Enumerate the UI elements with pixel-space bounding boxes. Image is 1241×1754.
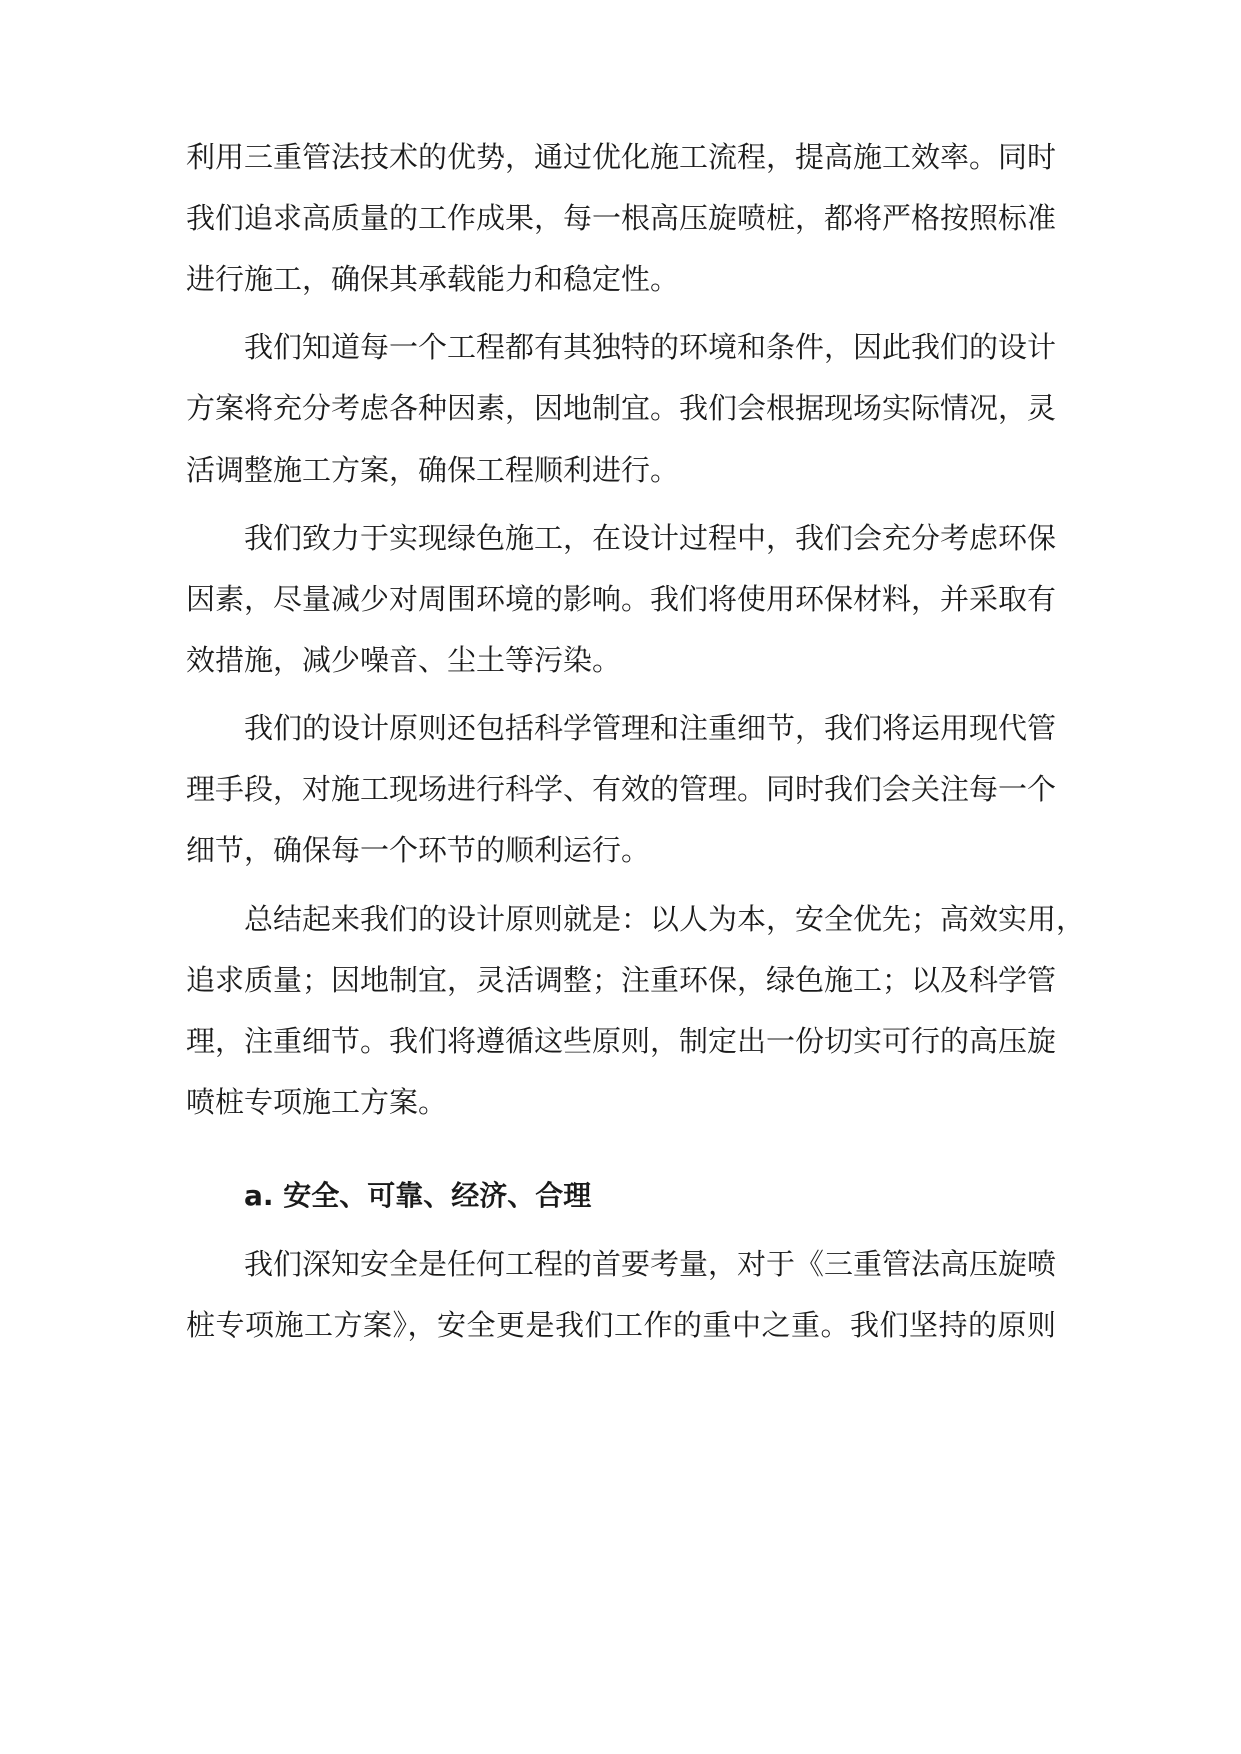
paragraph-1-line-1: 利用三重管法技术的优势，通过优化施工流程，提高施工效率。同时 bbox=[186, 140, 1057, 174]
paragraph-4-line-1: 我们的设计原则还包括科学管理和注重细节，我们将运用现代管 bbox=[244, 711, 1057, 745]
paragraph-6-line-2: 桩专项施工方案》，安全更是我们工作的重中之重。我们坚持的原则 bbox=[186, 1308, 1056, 1342]
paragraph-3-line-1: 我们致力于实现绿色施工，在设计过程中，我们会充分考虑环保 bbox=[244, 521, 1057, 555]
paragraph-5-line-4: 喷桩专项施工方案。 bbox=[186, 1085, 448, 1119]
paragraph-5-line-2: 追求质量；因地制宜，灵活调整；注重环保，绿色施工；以及科学管 bbox=[186, 963, 1057, 997]
section-heading: a. 安全、可靠、经济、合理 bbox=[244, 1179, 592, 1212]
paragraph-1-line-3: 进行施工，确保其承载能力和稳定性。 bbox=[186, 262, 680, 296]
paragraph-3-line-3: 效措施，减少噪音、尘土等污染。 bbox=[186, 643, 622, 677]
paragraph-4-line-3: 细节，确保每一个环节的顺利运行。 bbox=[186, 833, 651, 867]
paragraph-3-line-2: 因素，尽量减少对周围环境的影响。我们将使用环保材料，并采取有 bbox=[186, 582, 1057, 616]
paragraph-2-line-2: 方案将充分考虑各种因素，因地制宜。我们会根据现场实际情况，灵 bbox=[186, 391, 1057, 425]
paragraph-2-line-1: 我们知道每一个工程都有其独特的环境和条件，因此我们的设计 bbox=[244, 330, 1057, 364]
paragraph-5-line-1: 总结起来我们的设计原则就是：以人为本，安全优先；高效实用， bbox=[244, 902, 1086, 936]
paragraph-6-line-1: 我们深知安全是任何工程的首要考量，对于《三重管法高压旋喷 bbox=[244, 1247, 1057, 1281]
paragraph-2-line-3: 活调整施工方案，确保工程顺利进行。 bbox=[186, 453, 680, 487]
paragraph-1-line-2: 我们追求高质量的工作成果，每一根高压旋喷桩，都将严格按照标准 bbox=[186, 201, 1057, 235]
paragraph-5-line-3: 理，注重细节。我们将遵循这些原则，制定出一份切实可行的高压旋 bbox=[186, 1024, 1057, 1058]
paragraph-4-line-2: 理手段，对施工现场进行科学、有效的管理。同时我们会关注每一个 bbox=[186, 772, 1057, 806]
